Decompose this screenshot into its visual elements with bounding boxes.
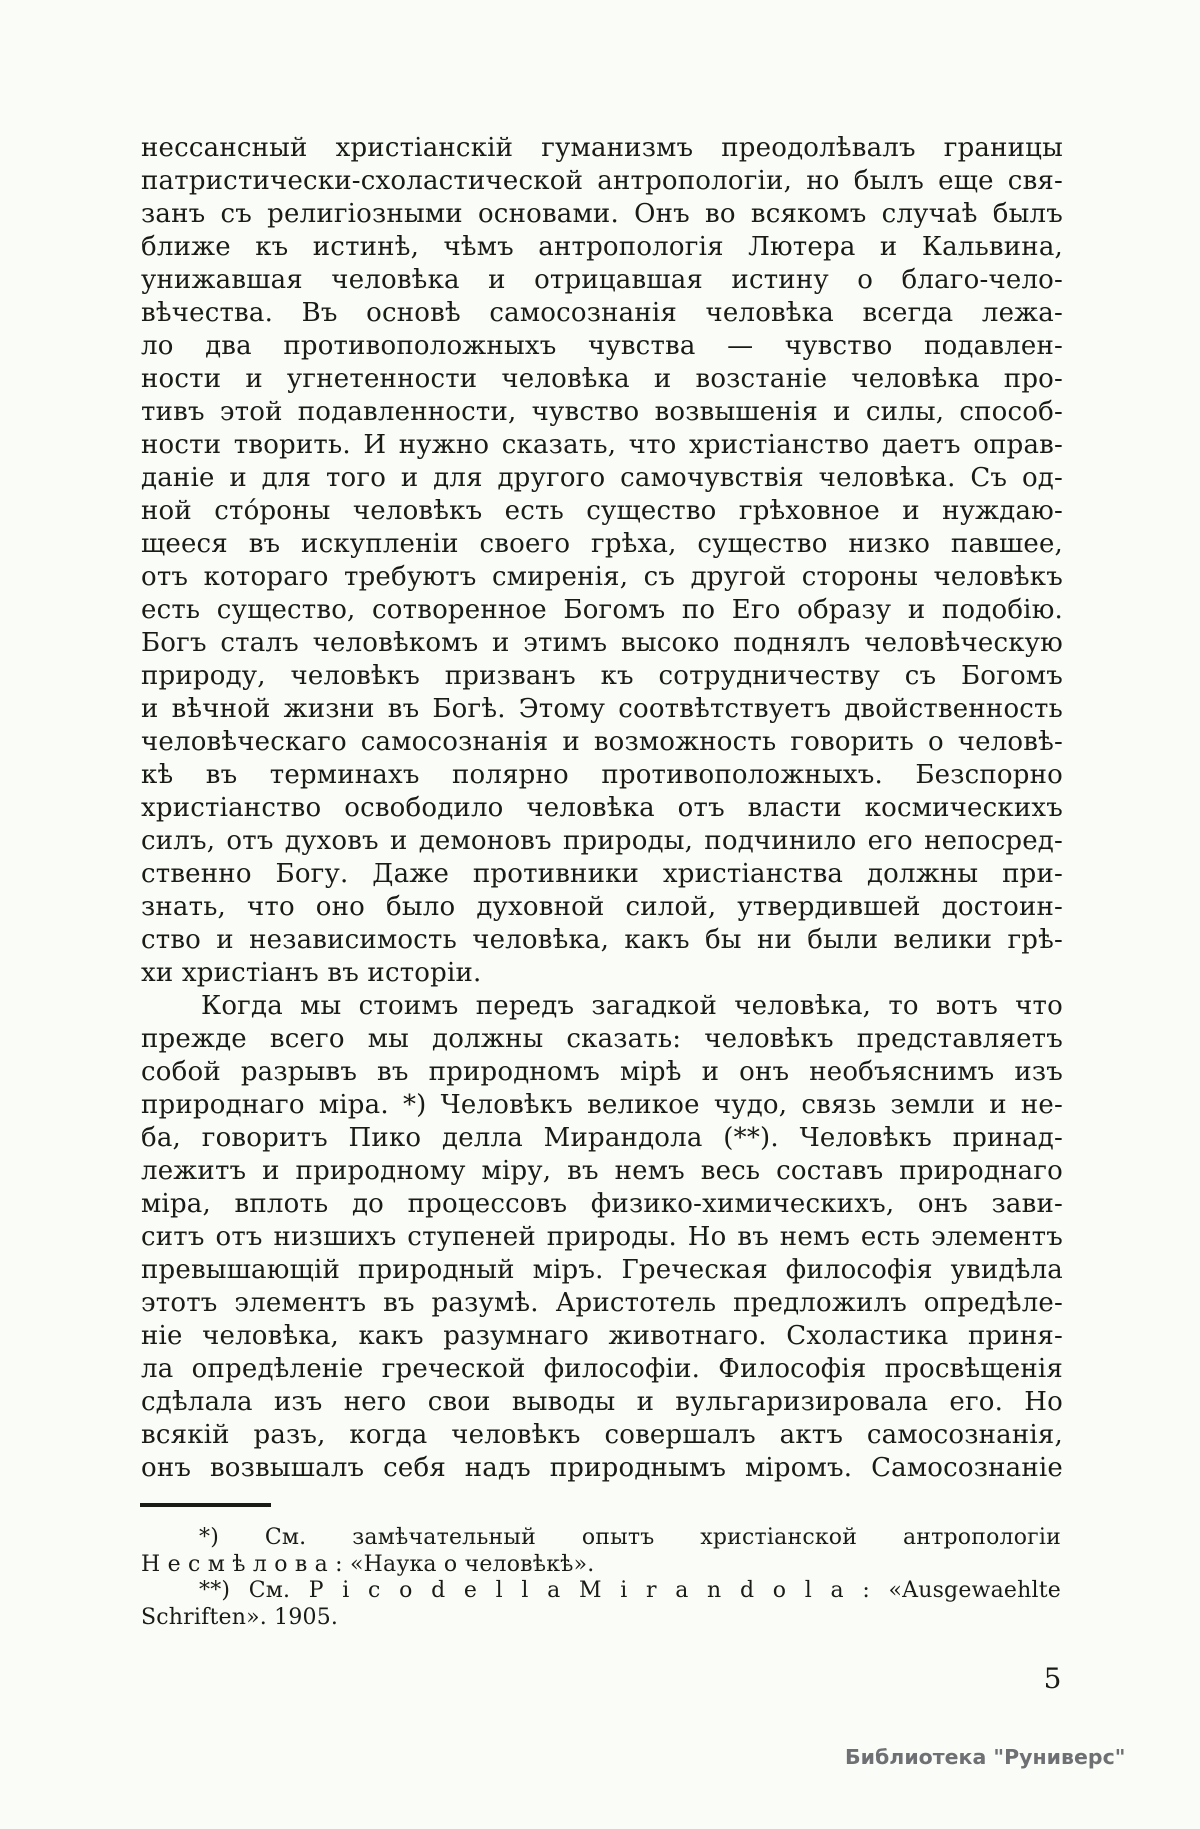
text-line: превышающій природный міръ. Греческая философія увидѣла — [141, 1255, 1063, 1285]
text-line: прежде всего мы должны сказать: человѣкъ представляетъ — [141, 1024, 1063, 1054]
text-line: христіанство освободило человѣка отъ власти космическихъ — [141, 793, 1063, 823]
text-line: нессансный христіанскій гуманизмъ преодолѣвалъ границы — [141, 133, 1063, 163]
text-line: патристически-схоластической антропологіи, но былъ еще свя- — [141, 166, 1063, 196]
text-line: вѣчества. Въ основѣ самосознанія человѣка всегда лежа- — [141, 298, 1063, 328]
text-line: ситъ отъ низшихъ ступеней природы. Но въ немъ есть элементъ — [141, 1222, 1063, 1252]
text-line: занъ съ религіозными основами. Онъ во всякомъ случаѣ былъ — [141, 199, 1063, 229]
text-line: ближе къ истинѣ, чѣмъ антропологія Лютера и Кальвина, — [141, 232, 1063, 262]
text-line: ла опредѣленіе греческой философіи. Философія просвѣщенія — [141, 1354, 1063, 1384]
text-line: хи христіанъ въ исторіи. — [141, 958, 482, 988]
footnote-line: *) См. замѣчательный опытъ христіанской антропологіи — [199, 1525, 1061, 1550]
footnote-line: Н е с м ѣ л о в а : «Наука о человѣкѣ». — [141, 1551, 595, 1577]
footnotes-block — [141, 1525, 1061, 1631]
footnote-separator-rule — [140, 1503, 271, 1507]
footnote-line: **) См. P i c o d e l l a M i r a n d o l a : «Ausgewaehlte — [199, 1578, 1061, 1603]
text-line: отъ котораго требуютъ смиренія, съ другой стороны человѣкъ — [141, 562, 1063, 592]
footnote-line: Schriften». 1905. — [141, 1604, 339, 1630]
library-watermark: Библиотека "Руниверс" — [845, 1745, 1126, 1769]
page-number: 5 — [1043, 1662, 1062, 1695]
text-line: природнаго міра. *) Человѣкъ великое чудо, связь земли и не- — [141, 1090, 1063, 1120]
text-line: Когда мы стоимъ передъ загадкой человѣка, то вотъ что — [201, 991, 1063, 1021]
text-line: ло два противоположныхъ чувства — чувство подавлен- — [141, 331, 1063, 361]
text-line: ности и угнетенности человѣка и возстаніе человѣка про- — [141, 364, 1063, 394]
text-line: силъ, отъ духовъ и демоновъ природы, подчинило его непосред- — [141, 826, 1063, 856]
text-line: ство и независимость человѣка, какъ бы ни были велики грѣ- — [141, 925, 1063, 955]
text-line: есть существо, сотворенное Богомъ по Его образу и подобію. — [141, 595, 1063, 625]
text-line: человѣческаго самосознанія и возможность говорить о человѣ- — [141, 727, 1063, 757]
text-line: унижавшая человѣка и отрицавшая истину о благо-чело- — [141, 265, 1063, 295]
text-line: этотъ элементъ въ разумѣ. Аристотель предложилъ опредѣле- — [141, 1288, 1063, 1318]
text-line: собой разрывъ въ природномъ мірѣ и онъ необъяснимъ изъ — [141, 1057, 1063, 1087]
text-line: ба, говоритъ Пико делла Мирандола (**). Человѣкъ принад- — [141, 1123, 1063, 1153]
text-line: ственно Богу. Даже противники христіанства должны при- — [141, 859, 1063, 889]
text-line: кѣ въ терминахъ полярно противоположныхъ. Безспорно — [141, 760, 1063, 790]
text-line: щееся въ искупленіи своего грѣха, существо низко павшее, — [141, 529, 1063, 559]
text-line: ности творить. И нужно сказать, что христіанство даетъ оправ- — [141, 430, 1063, 460]
text-line: даніе и для того и для другого самочувствія человѣка. Съ од- — [141, 463, 1063, 493]
text-line: тивъ этой подавленности, чувство возвышенія и силы, способ- — [141, 397, 1063, 427]
text-line: ной сто́роны человѣкъ есть существо грѣховное и нуждаю- — [141, 496, 1063, 526]
text-line: и вѣчной жизни въ Богѣ. Этому соотвѣтствуетъ двойственность — [141, 694, 1063, 724]
text-line: Богъ сталъ человѣкомъ и этимъ высоко поднялъ человѣческую — [141, 628, 1063, 658]
main-text-block — [141, 132, 1063, 1485]
text-line: ніе человѣка, какъ разумнаго животнаго. Схоластика приня- — [141, 1321, 1063, 1351]
text-line: всякій разъ, когда человѣкъ совершалъ актъ самосознанія, — [141, 1420, 1063, 1450]
text-line: лежитъ и природному міру, въ немъ весь составъ природнаго — [141, 1156, 1063, 1186]
text-line: онъ возвышалъ себя надъ природнымъ міромъ. Самосознаніе — [141, 1453, 1063, 1483]
text-line: знать, что оно было духовной силой, утвердившей достоин- — [141, 892, 1063, 922]
text-line: сдѣлала изъ него свои выводы и вульгаризировала его. Но — [141, 1387, 1063, 1417]
text-line: міра, вплоть до процессовъ физико-химическихъ, онъ зави- — [141, 1189, 1063, 1219]
text-line: природу, человѣкъ призванъ къ сотрудничеству съ Богомъ — [141, 661, 1063, 691]
